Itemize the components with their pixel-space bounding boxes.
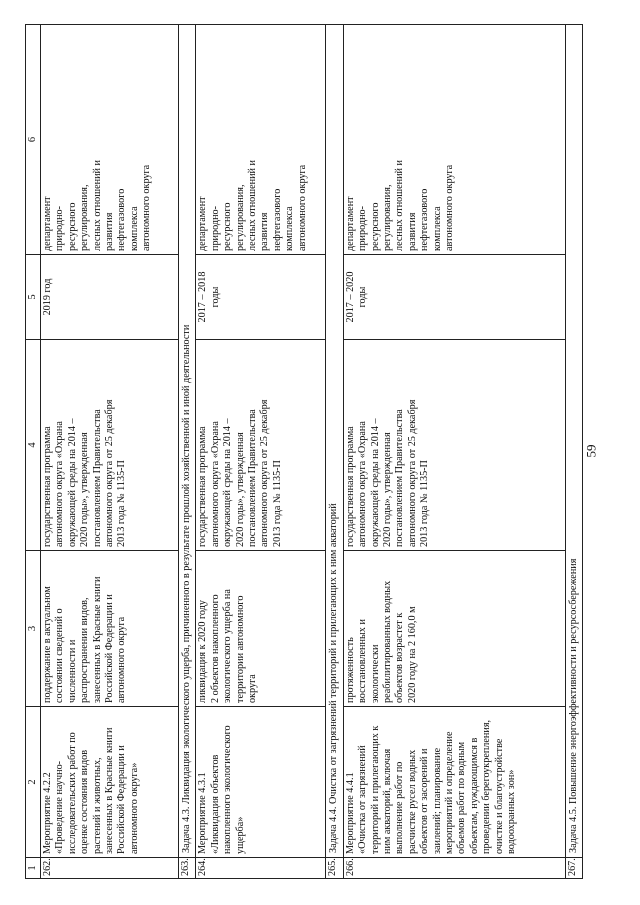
header-row <box>26 25 41 879</box>
executor-cell: департамент природно- ресурсного регулирования, лесных отношений и развития нефтегазового комплекса автономного округа <box>41 25 179 255</box>
term-cell: 2017 – 2020 годы <box>343 255 565 340</box>
term-cell: 2017 – 2018 годы <box>196 255 326 340</box>
activity-cell: Мероприятие 4.2.2 «Проведение научно- исследовательских работ по оценке состояния видов растений и животных, занесенных в Красные книги Российской Федерации и автономного округа» <box>41 707 179 858</box>
activity-cell: Мероприятие 4.3.1 «Ликвидация объектов накопленного экологического ущерба» <box>196 707 326 858</box>
row-number: 263. <box>179 858 196 879</box>
indicator-cell: протяженность восстановленных и экологически реабилитированных водных объектов возрастет к 2020 году на 2 160,0 м <box>343 551 565 707</box>
task-row <box>326 25 343 879</box>
rotated-table-container <box>25 25 615 879</box>
executor-cell: департамент природно- ресурсного регулирования, лесных отношений и развития нефтегазового комплекса автономного округа <box>196 25 326 255</box>
document-cell: государственная программа автономного округа «Охрана окружающей среды на 2014 – 2020 годы», утвержденная постановлением Правительства автономного округа от 25 декабря 2013 года № 1135-П <box>196 340 326 551</box>
task-cell: Задача 4.5. Повышение энергоэффективности и ресурсосбережения <box>565 25 582 858</box>
term-cell: 2019 год <box>41 255 179 340</box>
table-row <box>41 25 179 879</box>
header-cell: 2 <box>26 707 41 858</box>
measures-table <box>25 24 583 879</box>
task-cell: Задача 4.3. Ликвидация экологического ущерба, причиненного в результате прошлой хозяйственной и иной деятельности <box>179 25 196 858</box>
row-number: 265. <box>326 858 343 879</box>
task-row <box>565 25 582 879</box>
header-cell: 1 <box>26 858 41 879</box>
indicator-cell: ликвидация к 2020 году 2 объектов накопленного экологического ущерба на территории автономного округа <box>196 551 326 707</box>
row-number: 264. <box>196 858 326 879</box>
header-cell: 4 <box>26 340 41 551</box>
header-cell: 3 <box>26 551 41 707</box>
document-cell: государственная программа автономного округа «Охрана окружающей среды на 2014 – 2020 годы», утвержденная постановлением Правительства автономного округа от 25 декабря 2013 года № 1135-П <box>343 340 565 551</box>
page-number: 59 <box>583 444 599 458</box>
header-cell: 5 <box>26 255 41 340</box>
row-number: 266. <box>343 858 565 879</box>
task-row <box>179 25 196 879</box>
activity-cell: Мероприятие 4.4.1 «Очистка от загрязнений территорий и прилегающих к ним акваторий, включая выполнение работ по расчистке русел водных объектов от засорений и заилений; планирование мероприятий и определение объемов работ по водным объектам, нуждающимся в проведении берегоукрепления, очистке и благоустройстве водоохранных зон» <box>343 707 565 858</box>
row-number: 267. <box>565 858 582 879</box>
table-row <box>196 25 326 879</box>
row-number: 262. <box>41 858 179 879</box>
document-cell: государственная программа автономного округа «Охрана окружающей среды на 2014 – 2020 годы», утвержденная постановлением Правительства автономного округа от 25 декабря 2013 года № 1135-П <box>41 340 179 551</box>
executor-cell: департамент природно- ресурсного регулирования, лесных отношений и развития нефтегазового комплекса автономного округа <box>343 25 565 255</box>
task-cell: Задача 4.4. Очистка от загрязнений территорий и прилегающих к ним акваторий <box>326 25 343 858</box>
indicator-cell: поддержание в актуальном состоянии сведений о численности и распространении видов, занесенных в Красные книги Российской Федерации и автономного округа <box>41 551 179 707</box>
header-cell: 6 <box>26 25 41 255</box>
table-row <box>343 25 565 879</box>
